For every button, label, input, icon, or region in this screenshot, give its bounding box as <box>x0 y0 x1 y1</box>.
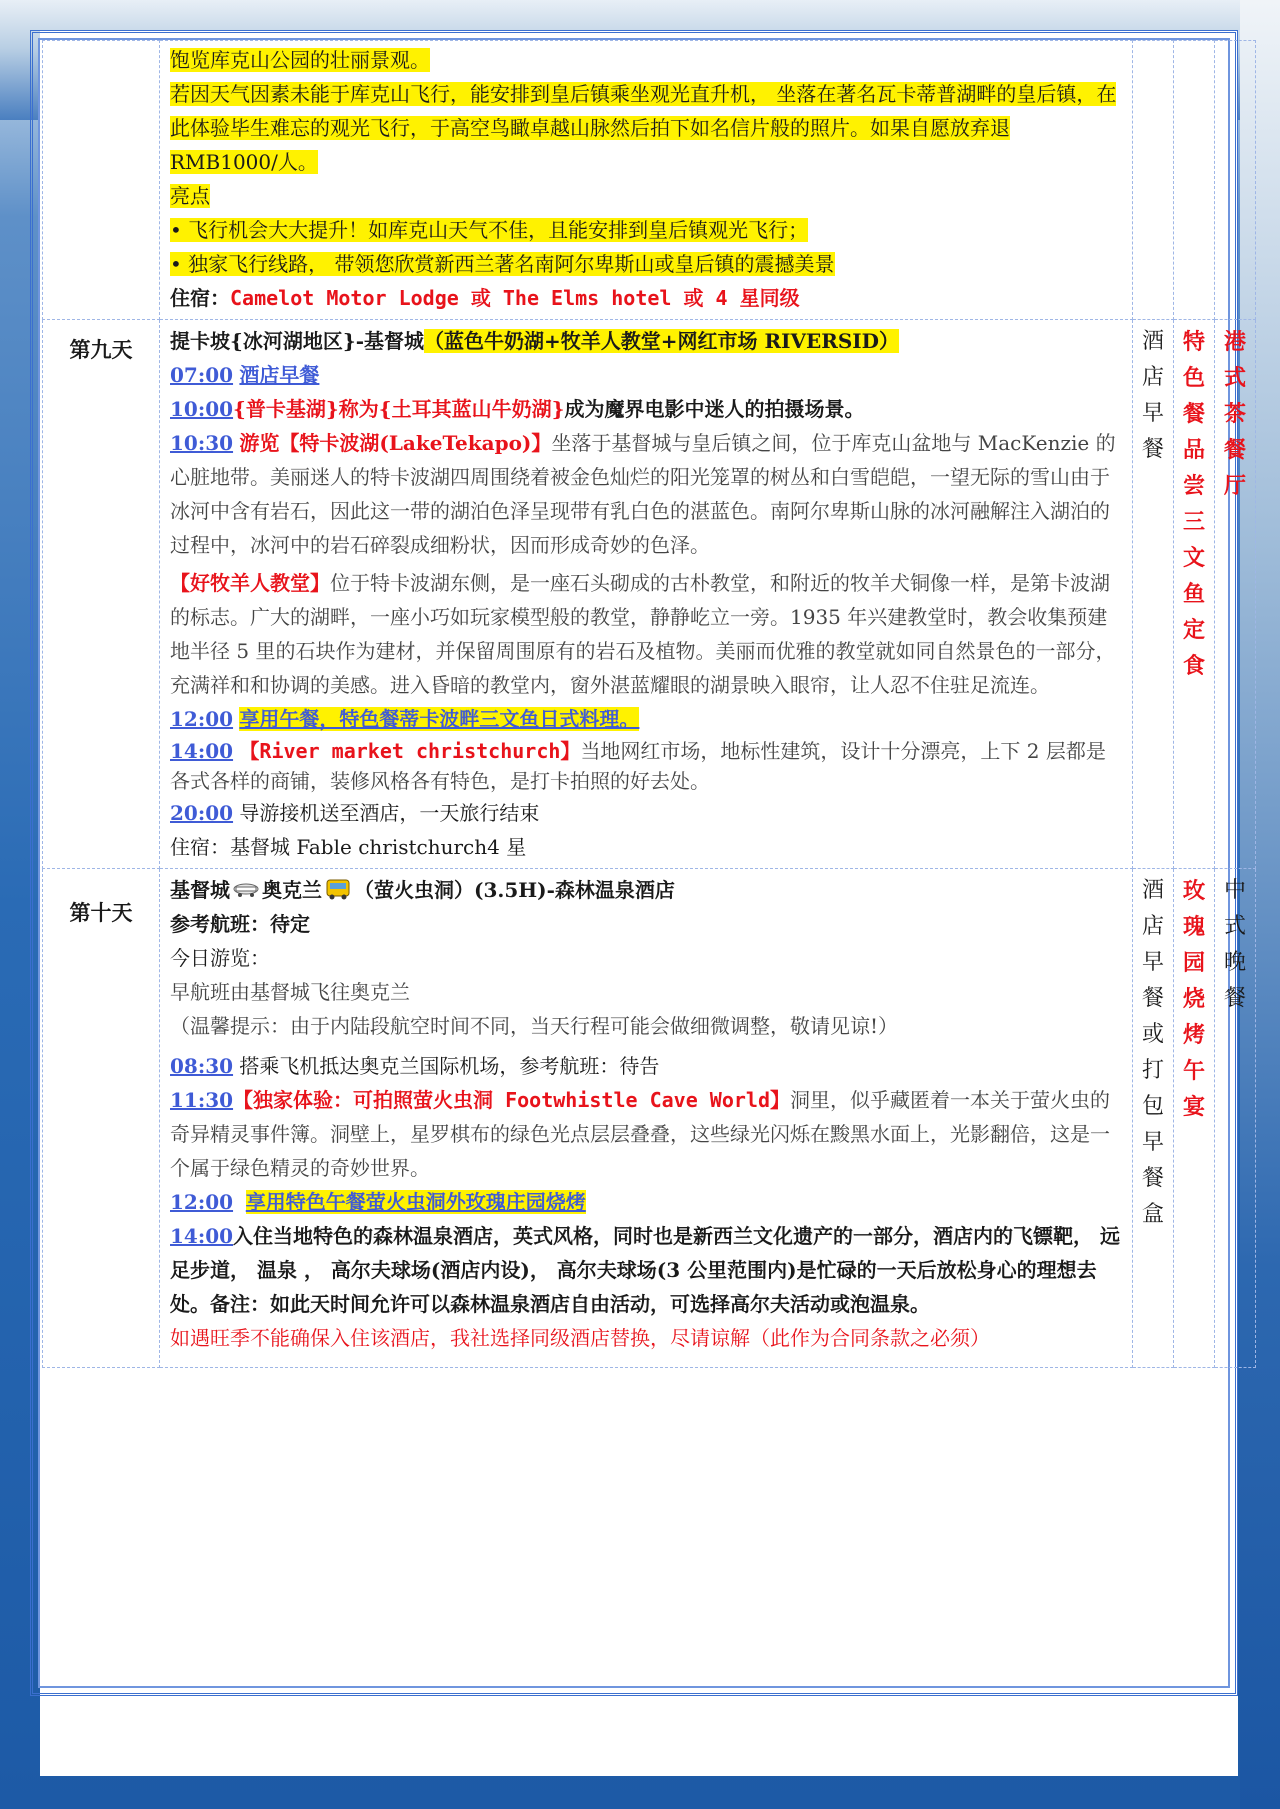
day9-pukaki-red: {普卡基湖}称为{土耳其蓝山牛奶湖} <box>233 397 565 421</box>
day8-content <box>160 41 1133 320</box>
day10-meal-lunch: 玫瑰园烧烤午宴 <box>1174 869 1215 1368</box>
day9-time: 10:30 <box>170 431 234 455</box>
day9-time: 20:00 <box>170 801 234 825</box>
day9-market-text: 当地网红市场，地标性建筑，设计十分漂亮，上下 2 层都是各式各样的商铺，装修风格各有特色，是打卡拍照的好去处。 <box>170 739 1106 793</box>
day9-title-highlight: （蓝色牛奶湖+牧羊人教堂+网红市场 RIVERSID） <box>424 329 900 353</box>
day10-row <box>43 869 1256 1368</box>
plane-icon <box>232 877 260 901</box>
day9-meal-dinner: 港式茶餐厅 <box>1215 320 1256 869</box>
day10-early-flight: 早航班由基督城飞往奥克兰 <box>170 980 410 1004</box>
day9-breakfast-link: 酒店早餐 <box>239 363 320 387</box>
day9-tekapo-red: 游览【特卡波湖(LakeTekapo)】 <box>239 431 552 455</box>
day10-title-b: 奥克兰 <box>262 878 322 902</box>
day9-title: 提卡坡{冰河湖地区}-基督城 <box>170 329 425 353</box>
day9-meal-breakfast: 酒店早餐 <box>1133 320 1174 869</box>
day10-meal-dinner: 中式晚餐 <box>1215 869 1256 1368</box>
day8-stay-label: 住宿： <box>170 286 230 310</box>
day9-tekapo-text: 坐落于基督城与皇后镇之间，位于库克山盆地与 MacKenzie 的心脏地带。美丽迷人的特卡波湖四周围绕着被金色灿烂的阳光笼罩的树丛和白雪皑皑，一望无际的雪山由于冰河中含有岩石，因此这一带的湖泊色泽呈现带有乳白色的湛蓝色。南阿尔卑斯山脉的冰河融解注入湖泊的过程中，冰河中的岩石碎裂成细粉状，因而形成奇妙的色泽。 <box>170 431 1116 557</box>
day9-market-red: 【River market christchurch】 <box>239 739 581 763</box>
day8-line: 若因天气因素未能于库克山飞行，能安排到皇后镇乘坐观光直升机， 坐落在著名瓦卡蒂普湖畔的皇后镇，在此体验毕生难忘的观光飞行，于高空鸟瞰卓越山脉然后拍下如名信片般的照片。如果自愿放弃退 RMB1000/人。 <box>170 82 1117 174</box>
day10-arrive-text: 搭乘飞机抵达奥克兰国际机场，参考航班：待告 <box>239 1054 660 1078</box>
day9-label: 第九天 <box>43 320 160 869</box>
day10-content <box>160 869 1133 1368</box>
day10-time: 08:30 <box>170 1054 234 1078</box>
bus-icon <box>324 877 352 901</box>
day9-stay: 住宿：基督城 Fable christchurch4 星 <box>170 835 527 859</box>
itinerary-table <box>42 40 1256 1368</box>
day8-meal-breakfast <box>1133 41 1174 320</box>
day8-meal-lunch <box>1174 41 1215 320</box>
day10-time: 12:00 <box>170 1190 234 1214</box>
day8-stay-value: Camelot Motor Lodge 或 The Elms hotel 或 4 星同级 <box>230 286 800 310</box>
day10-notice: 如遇旺季不能确保入住该酒店，我社选择同级酒店替换，尽请谅解（此作为合同条款之必须） <box>170 1326 990 1350</box>
day9-church-text: 位于特卡波湖东侧，是一座石头砌成的古朴教堂，和附近的牧羊犬铜像一样，是第卡波湖的标志。广大的湖畔，一座小巧如玩家模型般的教堂，静静屹立一旁。1935 年兴建教堂时，教会收集预建地半径 5 里的石块作为建材，并保留周围原有的岩石及植物。美丽而优雅的教堂就如同自然景色的一部分，充满祥和和协调的美感。进入昏暗的教堂内，窗外湛蓝耀眼的湖景映入眼帘，让人忍不住驻足流连。 <box>170 571 1116 697</box>
day10-flight-ref: 参考航班：待定 <box>170 912 310 936</box>
day8-line: 饱览库克山公园的壮丽景观。 <box>170 48 430 72</box>
day10-meal-breakfast: 酒店早餐或打包早餐盒 <box>1133 869 1174 1368</box>
day8-bullet: • 独家飞行线路， 带领您欣赏新西兰著名南阿尔卑斯山或皇后镇的震撼美景 <box>170 252 835 276</box>
day10-lunch-link: 享用特色午餐萤火虫洞外玫瑰庄园烧烤 <box>245 1190 586 1214</box>
day8-day-cell <box>43 41 160 320</box>
day9-time: 07:00 <box>170 363 234 387</box>
day8-meal-dinner <box>1215 41 1256 320</box>
day9-time: 14:00 <box>170 739 234 763</box>
day10-cave-text: 洞里，似乎藏匿着一本关于萤火虫的奇异精灵事件簿。洞壁上，星罗棋布的绿色光点层层叠叠，这些绿光闪烁在黢黑水面上，光影翻倍，这是一个属于绿色精灵的奇妙世界。 <box>170 1088 1110 1180</box>
day10-label: 第十天 <box>43 869 160 1368</box>
day10-tip: （温馨提示：由于内陆段航空时间不同，当天行程可能会做细微调整，敬请见谅!） <box>170 1014 899 1038</box>
day10-time: 11:30 <box>170 1088 234 1112</box>
day9-meal-lunch: 特色餐品尝三文鱼定食 <box>1174 320 1215 869</box>
day10-time: 14:00 <box>170 1224 234 1248</box>
day9-time: 10:00 <box>170 397 234 421</box>
day10-title-c: （萤火虫洞）(3.5H)-森林温泉酒店 <box>354 878 675 902</box>
day9-lunch-link: 享用午餐，特色餐蒂卡波畔三文鱼日式料理。 <box>239 707 640 731</box>
day9-content <box>160 320 1133 869</box>
day8-highlights-heading: 亮点 <box>170 184 210 208</box>
day9-time: 12:00 <box>170 707 234 731</box>
day9-row <box>43 320 1256 869</box>
day8-row <box>43 41 1256 320</box>
day10-cave-red: 【独家体验：可拍照萤火虫洞 Footwhistle Cave World】 <box>233 1088 790 1112</box>
day9-church-red: 【好牧羊人教堂】 <box>170 571 330 595</box>
day9-transfer-text: 导游接机送至酒店，一天旅行结束 <box>239 801 540 825</box>
day9-pukaki-text: 成为魔界电影中迷人的拍摄场景。 <box>564 397 865 421</box>
day10-today: 今日游览： <box>170 946 270 970</box>
day8-bullet: • 飞行机会大大提升！如库克山天气不佳，且能安排到皇后镇观光飞行； <box>170 218 809 242</box>
day10-hotel-text: 入住当地特色的森林温泉酒店，英式风格，同时也是新西兰文化遗产的一部分，酒店内的飞镖靶， 远足步道， 温泉 ， 高尔夫球场(酒店内设)， 高尔夫球场(3 公里范围内)是忙碌的一天后放松身心的理想去处。备注：如此天时间允许可以森林温泉酒店自由活动，可选择高尔夫活动或泡温泉。 <box>170 1224 1121 1316</box>
day10-title-a: 基督城 <box>170 878 230 902</box>
